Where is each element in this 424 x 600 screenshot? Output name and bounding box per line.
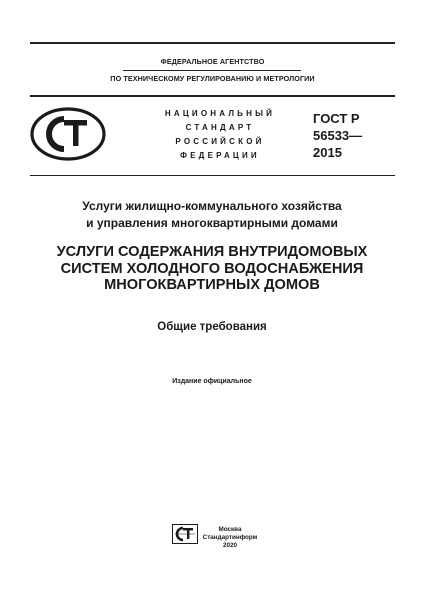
designation-line-1: ГОСТ Р [313,111,360,126]
standartinform-logo-icon [172,524,198,544]
header-rule [30,95,395,97]
document-title [20,244,404,294]
document-subtitle [20,198,404,232]
designation-line-2: 56533— [313,128,363,143]
subtitle-line-2: и управления многоквартирными домами [86,216,338,230]
national-standard-line-3: РОССИЙСКОЙ [175,137,265,146]
national-standard-label [150,107,290,163]
title-line-2: СИСТЕМ ХОЛОДНОГО ВОДОСНАБЖЕНИЯ [60,260,364,277]
gost-r-emblem-icon [30,107,106,161]
publisher-info [200,526,260,550]
national-standard-line-1: НАЦИОНАЛЬНЫЙ [164,109,276,118]
top-rule [30,42,395,44]
national-standard-line-4: ФЕДЕРАЦИИ [180,151,260,160]
agency-rule [123,70,301,71]
title-line-1: УСЛУГИ СОДЕРЖАНИЯ ВНУТРИДОМОВЫХ [56,244,368,260]
subtitle-line-1: Услуги жилищно-коммунального хозяйства [82,199,342,213]
publisher-year: 2020 [222,542,237,549]
national-standard-line-2: СТАНДАРТ [185,123,255,132]
title-line-3: МНОГОКВАРТИРНЫХ ДОМОВ [104,277,320,293]
publisher-city: Москва [218,526,242,533]
general-requirements: Общие требования [157,321,267,333]
standard-designation [313,110,362,161]
agency-line-1: ФЕДЕРАЛЬНОЕ АГЕНТСТВО [160,57,265,66]
agency-line-2: ПО ТЕХНИЧЕСКОМУ РЕГУЛИРОВАНИЮ И МЕТРОЛОГИИ [110,74,315,83]
publisher-name: Стандартинформ [202,534,258,541]
designation-rule [30,175,395,176]
official-edition-label: Издание официальное [172,378,252,385]
designation-line-3: 2015 [313,145,342,160]
